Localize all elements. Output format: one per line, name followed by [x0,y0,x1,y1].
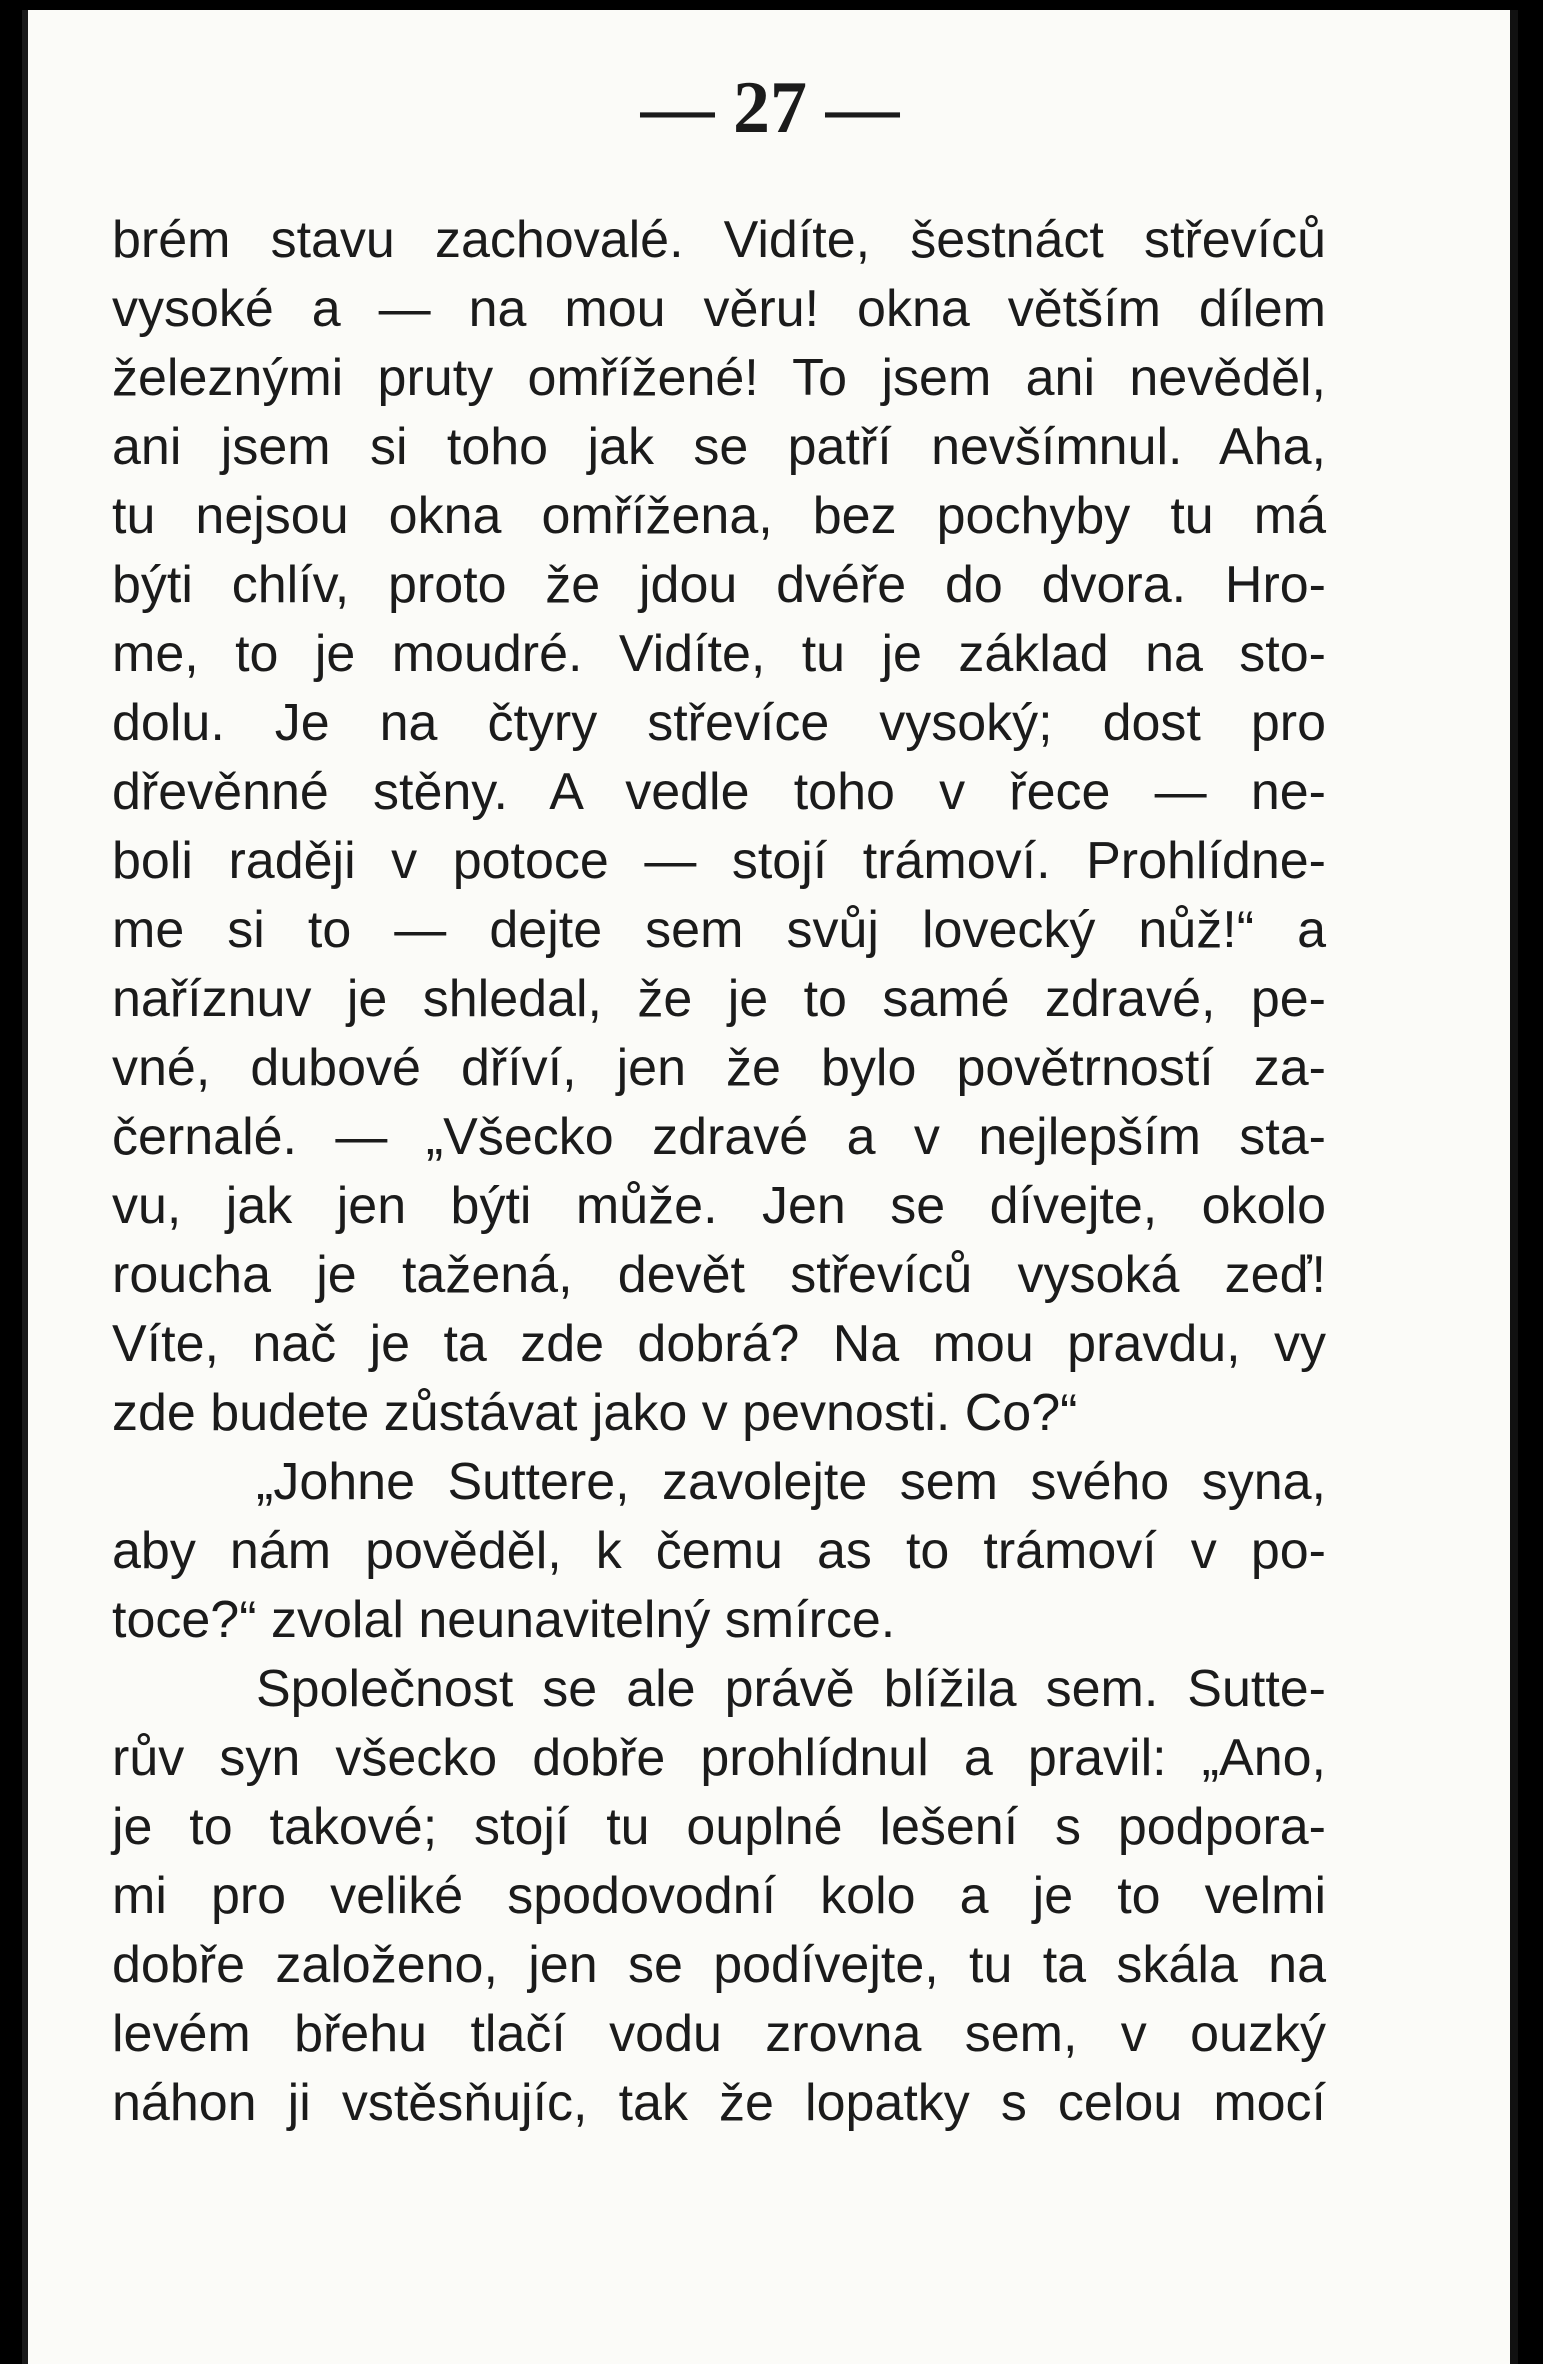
book-page [22,10,1518,2364]
text-line: je to takové; stojí tu ouplné lešení s podpora- [112,1798,1326,1856]
page-left-edge [22,10,28,2364]
text-line: dobře založeno, jen se podívejte, tu ta skála na [112,1936,1326,1994]
text-line: zde budete zůstávat jako v pevnosti. Co?“ [112,1384,1078,1442]
text-line: toce?“ zvolal neunavitelný smírce. [112,1591,896,1649]
text-line: náhon ji vstěsňujíc, tak že lopatky s celou mocí [112,2074,1326,2132]
text-line: naříznuv je shledal, že je to samé zdravé, pe- [112,970,1326,1028]
text-line: ani jsem si toho jak se patří nevšímnul. Aha, [112,418,1326,476]
text-line: Společnost se ale právě blížila sem. Sutte- [256,1660,1326,1718]
text-line: me, to je moudré. Vidíte, tu je základ na sto- [112,625,1326,683]
text-line: aby nám pověděl, k čemu as to trámoví v po- [112,1522,1326,1580]
text-line: levém břehu tlačí vodu zrovna sem, v ouzký [112,2005,1326,2063]
text-line: býti chlív, proto že jdou dvéře do dvora. Hro- [112,556,1326,614]
text-line: me si to — dejte sem svůj lovecký nůž!“ a [112,901,1326,959]
text-line: vu, jak jen býti může. Jen se dívejte, okolo [112,1177,1326,1235]
text-line: rův syn všecko dobře prohlídnul a pravil: „Ano, [112,1729,1326,1787]
text-line: roucha je tažená, devět střevíců vysoká zeď! [112,1246,1326,1304]
text-line: dolu. Je na čtyry střevíce vysoký; dost pro [112,694,1326,752]
text-line: železnými pruty omřížené! To jsem ani nevěděl, [112,349,1326,407]
text-line: mi pro veliké spodovodní kolo a je to velmi [112,1867,1326,1925]
text-line: vné, dubové dříví, jen že bylo povětrností za- [112,1039,1326,1097]
text-line: Víte, nač je ta zde dobrá? Na mou pravdu, vy [112,1315,1326,1373]
page-number: — 27 — [640,67,900,149]
text-line: dřevěnné stěny. A vedle toho v řece — ne- [112,763,1326,821]
page-right-edge [1510,10,1518,2364]
text-line: černalé. — „Všecko zdravé a v nejlepším sta- [112,1108,1326,1166]
text-line: „Johne Suttere, zavolejte sem svého syna, [256,1453,1326,1511]
text-line: boli raději v potoce — stojí trámoví. Prohlídne- [112,832,1326,890]
text-line: brém stavu zachovalé. Vidíte, šestnáct střevíců [112,211,1326,269]
body-text [112,206,1326,2138]
text-line: vysoké a — na mou věru! okna větším dílem [112,280,1326,338]
text-line: tu nejsou okna omřížena, bez pochyby tu má [112,487,1326,545]
